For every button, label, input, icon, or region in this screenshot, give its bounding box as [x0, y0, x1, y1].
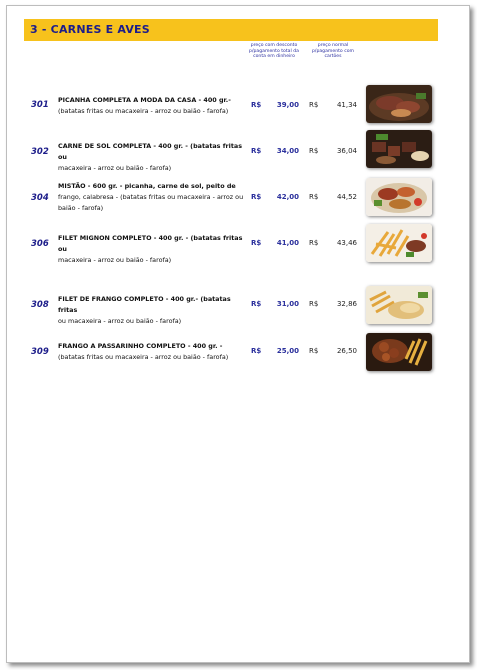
currency-card: R$ — [309, 347, 319, 355]
currency-card: R$ — [309, 193, 319, 201]
item-description — [58, 181, 248, 214]
currency-card: R$ — [309, 101, 319, 109]
item-description — [58, 294, 248, 327]
price-card: 32,86 — [336, 300, 357, 308]
currency-card: R$ — [309, 147, 319, 155]
currency-cash: R$ — [251, 101, 262, 109]
item-details: (batatas fritas ou macaxeira - arroz ou baião - farofa) — [58, 353, 229, 361]
grilled-picanha-photo — [366, 85, 432, 123]
currency-cash: R$ — [251, 347, 262, 355]
price-card: 36,04 — [336, 147, 357, 155]
currency-cash: R$ — [251, 239, 262, 247]
price-card: 44,52 — [336, 193, 357, 201]
chicken-filet-photo — [366, 286, 432, 324]
section-title: 3 - CARNES E AVES — [30, 23, 150, 36]
currency-card: R$ — [309, 300, 319, 308]
item-code: 302 — [31, 147, 49, 157]
item-description — [58, 141, 248, 174]
item-code: 304 — [31, 193, 49, 203]
item-details: (batatas fritas ou macaxeira - arroz ou baião - farofa) — [58, 107, 229, 115]
item-name: PICANHA COMPLETA A MODA DA CASA - 400 gr.- — [58, 96, 231, 104]
item-name: CARNE DE SOL COMPLETA - 400 gr. - (batatas fritas ou — [58, 142, 243, 161]
price-card: 41,34 — [336, 101, 357, 109]
item-name: FILET MIGNON COMPLETO - 400 gr. - (batatas fritas ou — [58, 234, 243, 253]
item-code: 309 — [31, 347, 49, 357]
item-code: 306 — [31, 239, 49, 249]
price-card: 26,50 — [336, 347, 357, 355]
price-cash: 39,00 — [276, 101, 299, 109]
cash-price-header: preço com desconto p/pagamento total da conta em dinheiro — [249, 43, 299, 60]
carne-de-sol-photo — [366, 130, 432, 168]
price-cash: 25,00 — [276, 347, 299, 355]
price-cash: 41,00 — [276, 239, 299, 247]
price-card: 43,46 — [336, 239, 357, 247]
item-description — [58, 233, 248, 266]
item-details: ou macaxeira - arroz ou baião - farofa) — [58, 317, 182, 325]
item-code: 301 — [31, 100, 49, 110]
fried-chicken-photo — [366, 333, 432, 371]
currency-cash: R$ — [251, 300, 262, 308]
item-details: macaxeira - arroz ou baião - farofa) — [58, 164, 172, 172]
item-name: MISTÃO - 600 gr. - picanha, carne de sol, peito de — [58, 182, 236, 190]
item-details: frango, calabresa - (batatas fritas ou macaxeira - arroz ou baião - farofa) — [58, 193, 244, 212]
item-name: FILET DE FRANGO COMPLETO - 400 gr.- (batatas fritas — [58, 295, 231, 314]
price-cash: 31,00 — [276, 300, 299, 308]
item-details: macaxeira - arroz ou baião - farofa) — [58, 256, 172, 264]
item-description — [58, 341, 248, 363]
item-code: 308 — [31, 300, 49, 310]
filet-mignon-photo — [366, 224, 432, 262]
price-cash: 42,00 — [276, 193, 299, 201]
mixed-grill-photo — [366, 178, 432, 216]
section-banner — [24, 19, 438, 41]
currency-cash: R$ — [251, 193, 262, 201]
card-price-header: preço normal p/pagamento com cartões — [311, 43, 355, 60]
currency-card: R$ — [309, 239, 319, 247]
item-name: FRANGO A PASSARINHO COMPLETO - 400 gr. - — [58, 342, 223, 350]
currency-cash: R$ — [251, 147, 262, 155]
price-cash: 34,00 — [276, 147, 299, 155]
item-description — [58, 95, 248, 117]
